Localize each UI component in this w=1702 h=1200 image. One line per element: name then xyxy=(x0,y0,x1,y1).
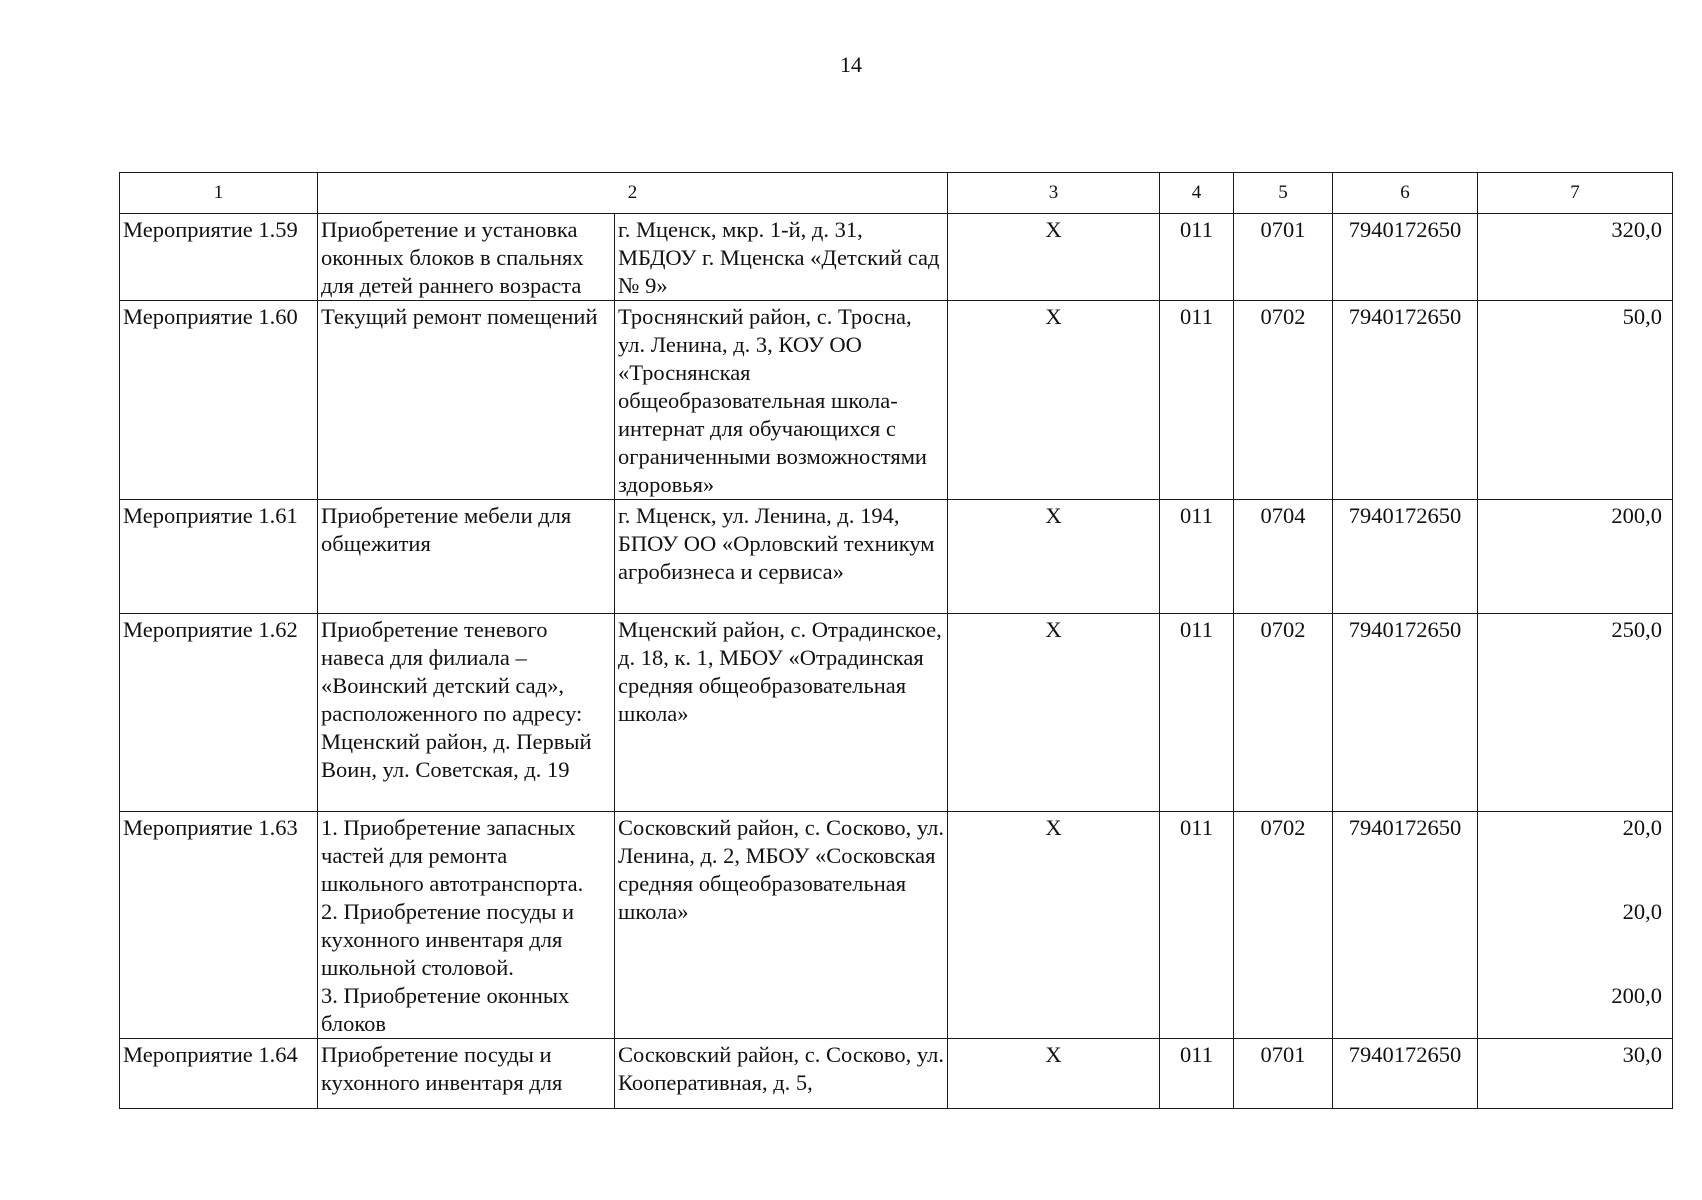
amount-cell: 30,0 xyxy=(1478,1039,1673,1109)
col4-cell: 011 xyxy=(1160,614,1234,812)
column-number-row xyxy=(120,173,1673,214)
table-row xyxy=(120,614,1673,812)
col5-cell: 0702 xyxy=(1234,812,1333,1039)
amount-cell: 200,0 xyxy=(1478,500,1673,614)
col4-cell: 011 xyxy=(1160,500,1234,614)
location-cell: Сосковский район, с. Сосково, ул. Ленина, д. 2, МБОУ «Сосковская средняя общеобразовательная школа» xyxy=(615,812,948,1039)
col3-cell: Х xyxy=(948,301,1160,500)
location-cell: г. Мценск, мкр. 1-й, д. 31, МБДОУ г. Мценска «Детский сад № 9» xyxy=(615,214,948,301)
amount-item: 20,0 xyxy=(1622,899,1662,924)
col4-cell: 011 xyxy=(1160,812,1234,1039)
event-cell: Мероприятие 1.61 xyxy=(120,500,318,614)
location-cell: г. Мценск, ул. Ленина, д. 194, БПОУ ОО «Орловский техникум агробизнеса и сервиса» xyxy=(615,500,948,614)
col5-cell: 0702 xyxy=(1234,614,1333,812)
description-cell: Приобретение теневого навеса для филиала – «Воинский детский сад», расположенного по адресу: Мценский район, д. Первый Воин, ул. Советская, д. 19 xyxy=(318,614,615,812)
col6-cell: 7940172650 xyxy=(1333,214,1478,301)
location-cell: Троснянский район, с. Тросна, ул. Ленина, д. 3, КОУ ОО «Троснянская общеобразовательная школа-интернат для обучающихся с ограниченными возможностями здоровья» xyxy=(615,301,948,500)
column-number: 2 xyxy=(318,173,948,214)
description-cell: Текущий ремонт помещений xyxy=(318,301,615,500)
col5-cell: 0701 xyxy=(1234,1039,1333,1109)
column-number: 4 xyxy=(1160,173,1234,214)
description-cell: Приобретение мебели для общежития xyxy=(318,500,615,614)
col6-cell: 7940172650 xyxy=(1333,1039,1478,1109)
column-number: 6 xyxy=(1333,173,1478,214)
description-cell xyxy=(318,812,615,1039)
table-row xyxy=(120,214,1673,301)
col3-cell: Х xyxy=(948,214,1160,301)
col4-cell: 011 xyxy=(1160,214,1234,301)
col6-cell: 7940172650 xyxy=(1333,500,1478,614)
col6-cell: 7940172650 xyxy=(1333,614,1478,812)
event-cell: Мероприятие 1.59 xyxy=(120,214,318,301)
col6-cell: 7940172650 xyxy=(1333,812,1478,1039)
col5-cell: 0704 xyxy=(1234,500,1333,614)
measures-table xyxy=(119,172,1673,1109)
col4-cell: 011 xyxy=(1160,301,1234,500)
table-row xyxy=(120,1039,1673,1109)
location-cell: Сосковский район, с. Сосково, ул. Кооперативная, д. 5, xyxy=(615,1039,948,1109)
column-number: 7 xyxy=(1478,173,1673,214)
description-cell: Приобретение и установка оконных блоков в спальнях для детей раннего возраста xyxy=(318,214,615,301)
amount-item: 20,0 xyxy=(1622,815,1662,840)
col3-cell: Х xyxy=(948,614,1160,812)
event-cell: Мероприятие 1.64 xyxy=(120,1039,318,1109)
col3-cell: Х xyxy=(948,812,1160,1039)
event-cell: Мероприятие 1.63 xyxy=(120,812,318,1039)
location-cell: Мценский район, с. Отрадинское, д. 18, к. 1, МБОУ «Отрадинская средняя общеобразовательная школа» xyxy=(615,614,948,812)
column-number: 5 xyxy=(1234,173,1333,214)
col6-cell: 7940172650 xyxy=(1333,301,1478,500)
amount-cell xyxy=(1478,812,1673,1039)
event-cell: Мероприятие 1.60 xyxy=(120,301,318,500)
col5-cell: 0702 xyxy=(1234,301,1333,500)
description-item: 2. Приобретение посуды и кухонного инвентаря для школьной столовой. xyxy=(321,899,575,980)
amount-cell: 250,0 xyxy=(1478,614,1673,812)
description-item: 3. Приобретение оконных блоков xyxy=(321,983,570,1036)
event-cell: Мероприятие 1.62 xyxy=(120,614,318,812)
page-number: 14 xyxy=(840,52,862,77)
col3-cell: Х xyxy=(948,500,1160,614)
table-row xyxy=(120,301,1673,500)
col3-cell: Х xyxy=(948,1039,1160,1109)
table-row xyxy=(120,812,1673,1039)
table-row xyxy=(120,500,1673,614)
amount-cell: 50,0 xyxy=(1478,301,1673,500)
description-item: 1. Приобретение запасных частей для ремонта школьного автотранспорта. xyxy=(321,815,584,896)
col4-cell: 011 xyxy=(1160,1039,1234,1109)
col5-cell: 0701 xyxy=(1234,214,1333,301)
amount-cell: 320,0 xyxy=(1478,214,1673,301)
column-number: 1 xyxy=(120,173,318,214)
column-number: 3 xyxy=(948,173,1160,214)
amount-item: 200,0 xyxy=(1611,983,1662,1008)
description-cell: Приобретение посуды и кухонного инвентаря для xyxy=(318,1039,615,1109)
